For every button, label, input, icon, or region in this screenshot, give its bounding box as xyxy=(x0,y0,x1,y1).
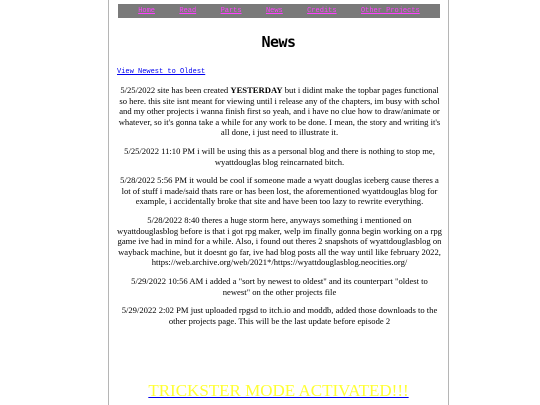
post-date: 5/25/2022 xyxy=(120,85,156,95)
post-text: it would be cool if someone made a wyatt douglas iceberg cause theres a lot of stuff i made/said thats rare or has been lost, the aforementioned wyattdouglas blog for example, i accidentally broke that site and have been too lazy to rewrite everything. xyxy=(121,175,439,207)
topbar-nav xyxy=(118,4,440,18)
news-post xyxy=(117,276,442,297)
post-text: site has been created xyxy=(155,85,231,95)
news-post xyxy=(117,146,442,167)
post-date: 5/28/2022 5:56 PM xyxy=(120,175,187,186)
nav-read-link[interactable]: Read xyxy=(179,7,197,15)
news-post xyxy=(117,215,442,268)
news-posts xyxy=(117,85,442,334)
post-text: i added a "sort by newest to oldest" and its counterpart "oldest to newest" on the other projects file xyxy=(203,275,428,297)
post-text: i will be using this as a personal blog and there is nothing to stop me, wyattdouglas blog reincarnated bitch. xyxy=(194,145,435,167)
page-container xyxy=(108,0,449,405)
news-post xyxy=(117,85,442,138)
trickster-mode-link[interactable]: TRICKSTER MODE ACTIVATED!!! xyxy=(148,381,409,400)
news-post xyxy=(117,175,442,207)
nav-news-link[interactable]: News xyxy=(265,7,283,15)
post-date: 5/29/2022 2:02 PM xyxy=(121,305,189,316)
news-post xyxy=(117,305,442,326)
post-date: 5/25/2022 11:10 PM xyxy=(124,145,195,156)
post-emphasis: YESTERDAY xyxy=(230,85,283,95)
post-date: 5/28/2022 8:40 xyxy=(147,214,200,225)
nav-other-projects-link[interactable]: Other Projects xyxy=(360,7,420,15)
sort-newest-to-oldest-link[interactable]: View Newest to Oldest xyxy=(117,68,206,76)
nav-home-link[interactable]: Home xyxy=(138,7,155,15)
nav-credits-link[interactable]: Credits xyxy=(307,7,337,15)
page-title: News xyxy=(261,33,296,51)
post-text: but i didint make the topbar pages functional so here. this site isnt meant for viewing until i release any of the chapters, im busy with schol and my other projects i wanna finish first so yeah, and i have no clue how to draw/animate or whatever, so it's gonna take a while for any work to be done. I mean, the story and writing it's all done, i just need to illustrate it. xyxy=(118,85,441,138)
post-text: theres a huge storm here, anyways something i mentioned on wyattdouglasblog before is that i got rpg maker, welp im finally gonna begin working on a rpg game ive had in mind for a while. Also, i found out theres 2 snapshots of wyattdouglasblog on wayback machine, but it doesnt go far, ive had blog posts all the way until like february 2022, https://web.archive.org/web/2021*/https://wyattdouglasblog.neocities.org/ xyxy=(117,214,442,268)
post-date: 5/29/2022 10:56 AM xyxy=(131,275,204,286)
post-text: just uploaded rpgsd to itch.io and moddb, added those downloads to the other projects page. This will be the last update before episode 2 xyxy=(168,305,438,326)
nav-parts-link[interactable]: Parts xyxy=(220,7,242,15)
